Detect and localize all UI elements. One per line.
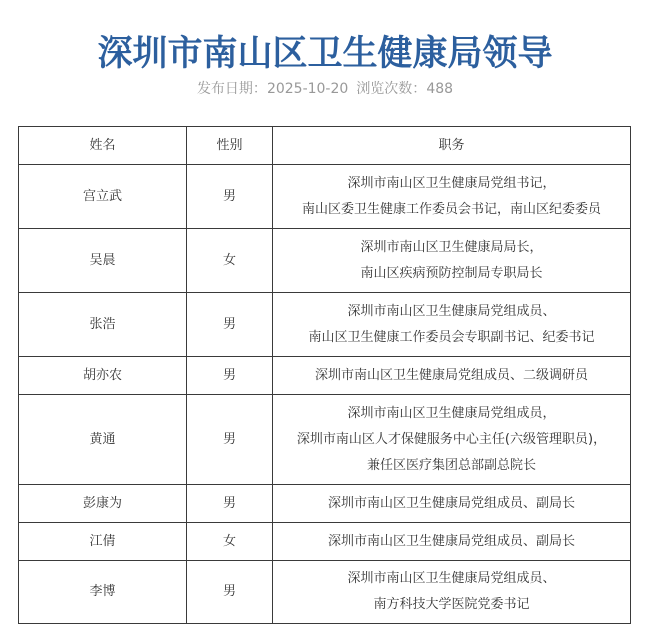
- leader-name: 吴晨: [19, 229, 187, 293]
- leader-name: 彭康为: [19, 485, 187, 523]
- leaders-table: [18, 126, 631, 624]
- publish-date-label: 发布日期：: [196, 81, 267, 97]
- post-line: 兼任区医疗集团总部副总院长: [366, 457, 536, 473]
- post-line: 深圳市南山区卫生健康局党组成员，: [347, 405, 556, 421]
- leader-post: [273, 395, 631, 485]
- leader-gender: 男: [187, 485, 273, 523]
- leader-name: 黄通: [19, 395, 187, 485]
- leader-post: [273, 523, 631, 561]
- leader-name: 李博: [19, 561, 187, 624]
- leader-gender: 男: [187, 165, 273, 229]
- leader-gender: 男: [187, 293, 273, 357]
- table-row: [19, 165, 631, 229]
- leader-post: [273, 229, 631, 293]
- post-line: 南山区疾病预防控制局专职局长: [360, 265, 543, 281]
- article-meta: [0, 78, 650, 100]
- table-row: [19, 293, 631, 357]
- leader-gender: 女: [187, 523, 273, 561]
- table-row: [19, 485, 631, 523]
- view-count-label: 浏览次数：: [356, 81, 427, 97]
- leader-name: 江倩: [19, 523, 187, 561]
- leader-post: [273, 561, 631, 624]
- leader-gender: 女: [187, 229, 273, 293]
- leader-post: [273, 165, 631, 229]
- column-header-gender: 性别: [187, 127, 273, 165]
- post-line: 南山区卫生健康工作委员会专职副书记、纪委书记: [308, 329, 595, 345]
- post-line: 深圳市南山区卫生健康局党组书记，: [347, 175, 556, 191]
- post-line: 南山区委卫生健康工作委员会书记，南山区纪委委员: [301, 201, 601, 217]
- post-line: 南方科技大学医院党委书记: [373, 597, 530, 612]
- leader-post: [273, 485, 631, 523]
- leader-name: 张浩: [19, 293, 187, 357]
- leader-name: 胡亦农: [19, 357, 187, 395]
- table-row: [19, 561, 631, 624]
- leader-post: [273, 357, 631, 395]
- table-row: [19, 523, 631, 561]
- post-line: 深圳市南山区卫生健康局党组成员、副局长: [327, 495, 575, 511]
- view-count: 488: [426, 81, 454, 97]
- post-line: 深圳市南山区卫生健康局党组成员、二级调研员: [314, 367, 588, 383]
- leader-gender: 男: [187, 395, 273, 485]
- table-row: [19, 395, 631, 485]
- leader-name: 宫立武: [19, 165, 187, 229]
- post-line: 深圳市南山区卫生健康局局长，: [360, 239, 543, 255]
- column-header-post: 职务: [273, 127, 631, 165]
- post-line: 深圳市南山区卫生健康局党组成员、: [347, 303, 556, 319]
- leader-gender: 男: [187, 357, 273, 395]
- table-row: [19, 229, 631, 293]
- page-title: 深圳市南山区卫生健康局领导: [97, 34, 553, 75]
- post-line: 深圳市南山区人才保健服务中心主任(六级管理职员)，: [296, 431, 607, 447]
- column-header-name: 姓名: [19, 127, 187, 165]
- publish-date: 2025-10-20: [266, 81, 349, 97]
- leader-gender: 男: [187, 561, 273, 624]
- post-line: 深圳市南山区卫生健康局党组成员、: [347, 571, 556, 586]
- table-header-row: [19, 127, 631, 165]
- post-line: 深圳市南山区卫生健康局党组成员、副局长: [327, 533, 575, 549]
- leader-post: [273, 293, 631, 357]
- table-row: [19, 357, 631, 395]
